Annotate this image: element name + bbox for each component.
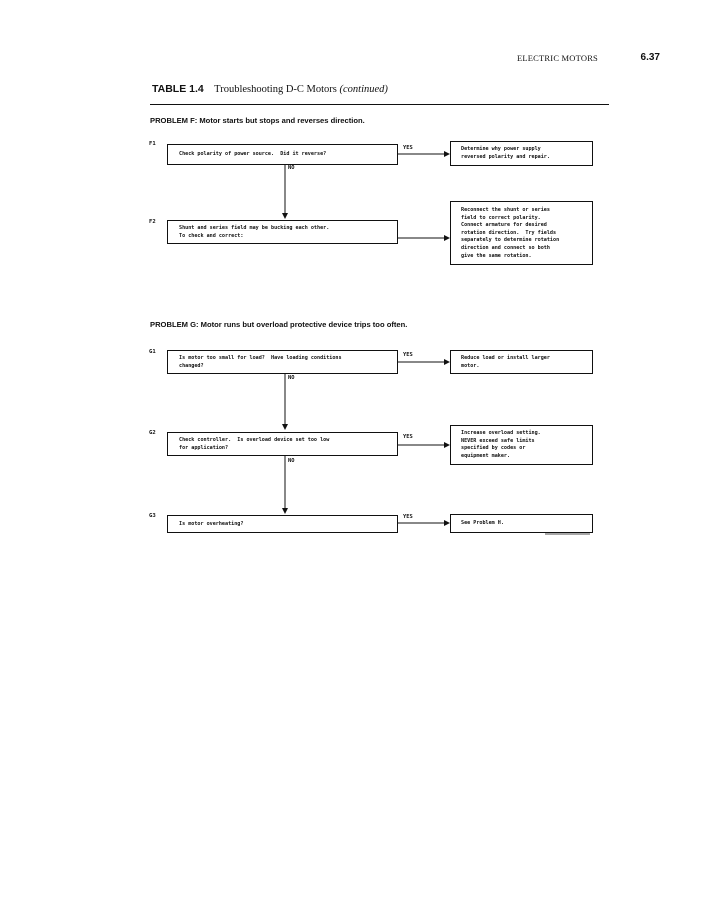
g2-question-box xyxy=(167,432,398,456)
g1-action-text: Reduce load or install larger motor. xyxy=(461,355,550,369)
g3-question-text: Is motor overheating? xyxy=(179,521,244,527)
g1-action-box xyxy=(450,350,593,374)
table-caption-continued: (continued) xyxy=(339,84,388,95)
g1-yes-label: YES xyxy=(403,352,413,358)
g1-no-label: NO xyxy=(288,375,295,381)
g3-yes-label: YES xyxy=(403,514,413,520)
step-id-f1: F1 xyxy=(149,141,156,147)
step-id-f2: F2 xyxy=(149,219,156,225)
f1-question-text: Check polarity of power source. Did it reverse? xyxy=(179,151,327,157)
step-id-g2: G2 xyxy=(149,430,156,436)
g2-action-text: Increase overload setting. NEVER exceed safe limits specified by codes or equipment maker. xyxy=(461,430,541,459)
f2-question-box xyxy=(167,220,398,244)
page-number: 6.37 xyxy=(640,52,660,63)
table-label: TABLE 1.4 xyxy=(152,83,204,95)
g2-action-box xyxy=(450,425,593,465)
table-caption: Troubleshooting D-C Motors xyxy=(214,84,337,95)
f2-action-box xyxy=(450,201,593,265)
g2-yes-label: YES xyxy=(403,434,413,440)
problem-f-heading: PROBLEM F: Motor starts but stops and reverses direction. xyxy=(150,116,365,125)
step-id-g1: G1 xyxy=(149,349,156,355)
problem-g-heading: PROBLEM G: Motor runs but overload protective device trips too often. xyxy=(150,320,408,329)
g1-question-text: Is motor too small for load? Have loading conditions changed? xyxy=(179,355,342,369)
g3-question-box xyxy=(167,515,398,533)
f1-no-label: NO xyxy=(288,165,295,171)
step-id-g3: G3 xyxy=(149,513,156,519)
f2-question-text: Shunt and series field may be bucking each other. To check and correct: xyxy=(179,225,330,239)
f1-action-box xyxy=(450,141,593,166)
f1-yes-label: YES xyxy=(403,145,413,151)
f1-action-text: Determine why power supply reversed polarity and repair. xyxy=(461,146,550,160)
g2-no-label: NO xyxy=(288,458,295,464)
running-head-section: ELECTRIC MOTORS xyxy=(516,53,598,63)
f1-question-box xyxy=(167,144,398,165)
g3-action-box xyxy=(450,514,593,533)
g2-question-text: Check controller. Is overload device set too low for application? xyxy=(179,437,330,451)
g3-action-text: See Problem H. xyxy=(461,520,504,526)
f2-action-text: Reconnect the shunt or series field to correct polarity. Connect armature for desired rotation direction. Try fields separately to determine rotation direction and connect so both give the same rotation. xyxy=(461,207,560,259)
g1-question-box xyxy=(167,350,398,374)
